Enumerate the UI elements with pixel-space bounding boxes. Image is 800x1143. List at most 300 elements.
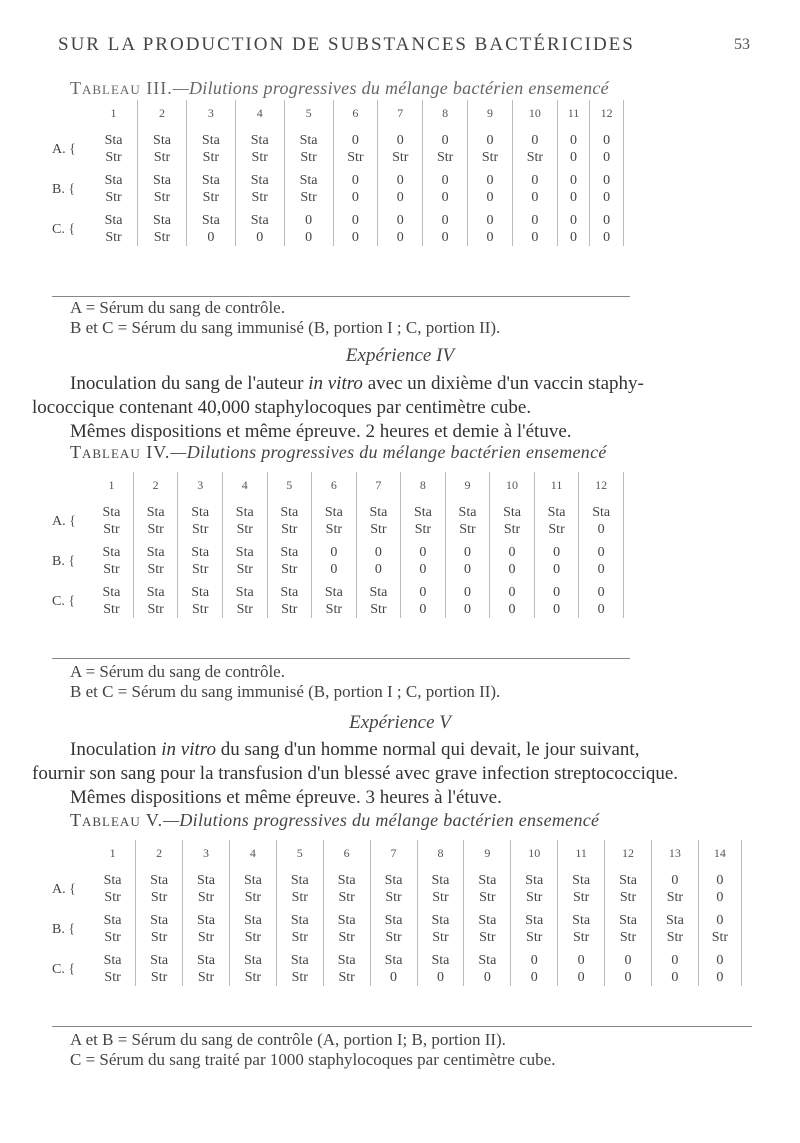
exp4-line2: lococcique contenant 40,000 staphylocoques par centimètre cube. (32, 397, 532, 418)
table-row (52, 578, 624, 601)
table-cell: 0 (534, 561, 579, 578)
table-cell: Sta (186, 126, 235, 149)
table-cell: 0 (378, 189, 423, 206)
table-cell: 0 (590, 206, 624, 229)
table-cell: Sta (605, 906, 652, 929)
table-cell: Sta (186, 206, 235, 229)
table-cell: 0 (423, 126, 468, 149)
table-cell: Str (312, 521, 357, 538)
table5-group-label (52, 906, 90, 946)
table-cell: Str (138, 149, 187, 166)
table-cell: 0 (333, 166, 378, 189)
table-cell: Str (558, 889, 605, 906)
table3-col-header: 7 (378, 100, 423, 126)
table-cell: 0 (605, 969, 652, 986)
table-cell: 0 (468, 166, 513, 189)
table-cell: Str (267, 521, 312, 538)
brace-icon: { (64, 961, 76, 977)
exp5-line3: Mêmes dispositions et même épreuve. 3 heures à l'étuve. (70, 787, 502, 808)
table-cell: Sta (136, 946, 183, 969)
table-cell: Sta (579, 498, 624, 521)
table-cell: 0 (186, 229, 235, 246)
table3-col-header: 3 (186, 100, 235, 126)
table-row (52, 561, 624, 578)
table4-col-header: 4 (222, 472, 267, 498)
table-cell: Sta (133, 578, 178, 601)
table-cell: Sta (323, 866, 370, 889)
table-cell: Sta (133, 498, 178, 521)
table4-col-header: 10 (490, 472, 535, 498)
table-cell: 0 (401, 578, 446, 601)
table-cell: Sta (183, 906, 230, 929)
table-cell: Sta (229, 946, 276, 969)
exp5-line1-a: Inoculation (70, 739, 162, 760)
table-cell: Str (133, 521, 178, 538)
table-cell: Sta (235, 206, 284, 229)
table-cell: 0 (590, 189, 624, 206)
table-cell: Str (183, 969, 230, 986)
table-row (52, 906, 742, 929)
table-cell: Str (178, 521, 223, 538)
table3-col-header: 1 (90, 100, 138, 126)
table-cell: Sta (90, 578, 133, 601)
table5-group-label (52, 866, 90, 906)
table3-caption-lead: Tableau III. (70, 78, 173, 98)
table3-caption-text: —Dilutions progressives du mélange bactérien ensemencé (172, 78, 609, 98)
table-cell: 0 (590, 166, 624, 189)
table-cell: Str (267, 601, 312, 618)
table4-caption-text: —Dilutions progressives du mélange bactérien ensemencé (170, 442, 607, 462)
table4-caption (70, 442, 607, 463)
table-cell: Str (284, 189, 333, 206)
table-cell: Str (512, 149, 557, 166)
table4-group-label (52, 578, 90, 618)
table4-col-header: 3 (178, 472, 223, 498)
table-cell: 0 (590, 229, 624, 246)
table5-col-header: 11 (558, 840, 605, 866)
table-cell: Sta (276, 906, 323, 929)
table-cell: 0 (401, 538, 446, 561)
table-cell: Str (605, 929, 652, 946)
table-row (52, 206, 624, 229)
table-cell: 0 (312, 538, 357, 561)
table-cell: Str (267, 561, 312, 578)
table-cell: Str (312, 601, 357, 618)
table-cell: Str (276, 969, 323, 986)
table-cell: 0 (512, 206, 557, 229)
table4-group-label (52, 538, 90, 578)
table-cell: 0 (651, 969, 698, 986)
table4-note-2: B et C = Sérum du sang immunisé (B, portion I ; C, portion II). (70, 682, 501, 701)
table-row (52, 889, 742, 906)
table-cell: Str (222, 601, 267, 618)
table-cell: 0 (284, 206, 333, 229)
table5 (52, 840, 742, 986)
table-cell: 0 (468, 229, 513, 246)
table-cell: Sta (267, 538, 312, 561)
table-cell: Sta (90, 866, 136, 889)
table4-col-header: 6 (312, 472, 357, 498)
table5-col-header: 6 (323, 840, 370, 866)
table5-col-header: 1 (90, 840, 136, 866)
table-cell: 0 (490, 561, 535, 578)
table5-caption-lead: Tableau V. (70, 810, 164, 830)
table-cell: 0 (356, 538, 401, 561)
table3-col-header: 5 (284, 100, 333, 126)
table-cell: Str (90, 521, 133, 538)
table-cell: 0 (423, 229, 468, 246)
table-cell: 0 (534, 601, 579, 618)
table3-col-header: 10 (512, 100, 557, 126)
table4-col-header: 5 (267, 472, 312, 498)
table-cell: Sta (417, 946, 464, 969)
table-cell: Str (136, 929, 183, 946)
table-cell: Str (138, 189, 187, 206)
table-cell: Str (222, 561, 267, 578)
table-cell: Str (417, 889, 464, 906)
table3-col-header: 2 (138, 100, 187, 126)
table-cell: Str (183, 929, 230, 946)
table-cell: Str (90, 229, 138, 246)
table-cell: 0 (468, 206, 513, 229)
table-cell: 0 (378, 126, 423, 149)
exp4-line3: Mêmes dispositions et même épreuve. 2 heures et demie à l'étuve. (70, 421, 572, 442)
table-cell: Sta (651, 906, 698, 929)
table-cell: Sta (178, 498, 223, 521)
table-cell: Sta (370, 866, 417, 889)
table-cell: 0 (378, 229, 423, 246)
table-cell: Sta (370, 906, 417, 929)
table4-note-1: A = Sérum du sang de contrôle. (70, 662, 285, 681)
table-cell: 0 (512, 189, 557, 206)
table-cell: Sta (534, 498, 579, 521)
table-cell: 0 (468, 126, 513, 149)
table-cell: Str (464, 889, 511, 906)
table-cell: Str (378, 149, 423, 166)
table-cell: Sta (464, 946, 511, 969)
table-cell: Sta (90, 538, 133, 561)
table5-bottom-rule (52, 1026, 752, 1027)
table-cell: Sta (178, 538, 223, 561)
table-cell: Sta (356, 498, 401, 521)
table3-group-label-text: C. (52, 221, 65, 237)
table4-col-header: 1 (90, 472, 133, 498)
table-cell: Sta (235, 166, 284, 189)
table-cell: 0 (698, 969, 741, 986)
table-cell: Str (417, 929, 464, 946)
table-cell: Str (423, 149, 468, 166)
table-cell: Sta (136, 906, 183, 929)
table3 (52, 100, 624, 246)
table-cell: Sta (138, 166, 187, 189)
table-cell: Str (186, 189, 235, 206)
exp4-paragraph (32, 372, 772, 444)
table-cell: 0 (557, 189, 589, 206)
brace-icon: { (64, 593, 76, 609)
table-cell: Str (138, 229, 187, 246)
table-cell: Str (90, 889, 136, 906)
table3-col-header: 12 (590, 100, 624, 126)
table-cell: 0 (579, 578, 624, 601)
table-cell: Sta (183, 946, 230, 969)
brace-icon: { (64, 921, 76, 937)
table-cell: Str (90, 189, 138, 206)
table-cell: Sta (417, 906, 464, 929)
table5-header-blank (52, 840, 90, 866)
table4-col-header: 8 (401, 472, 446, 498)
table4-col-header: 11 (534, 472, 579, 498)
table5-col-header: 2 (136, 840, 183, 866)
table-cell: Str (445, 521, 490, 538)
table-cell: Str (511, 889, 558, 906)
table4-group-label (52, 498, 90, 538)
exp5-line1-b: du sang d'un homme normal qui devait, le jour suivant, (216, 739, 640, 760)
table5-col-header: 12 (605, 840, 652, 866)
table-cell: Sta (138, 206, 187, 229)
table-cell: 0 (557, 206, 589, 229)
brace-icon: { (64, 181, 76, 197)
table5-group-label-text: A. (52, 881, 66, 897)
table-cell: Str (490, 521, 535, 538)
table4-col-header: 9 (445, 472, 490, 498)
table-cell: Sta (558, 866, 605, 889)
table-cell: 0 (512, 126, 557, 149)
table4-group-label-text: B. (52, 553, 65, 569)
table-cell: Str (356, 521, 401, 538)
table-cell: Sta (222, 538, 267, 561)
exp5-line1-italic: in vitro (161, 739, 216, 760)
table-cell: Sta (229, 866, 276, 889)
table-row (52, 166, 624, 189)
table-cell: 0 (490, 538, 535, 561)
table-row (52, 866, 742, 889)
table-cell: Sta (235, 126, 284, 149)
table-cell: 0 (378, 166, 423, 189)
table5-group-label-text: C. (52, 961, 65, 977)
table-cell: Str (534, 521, 579, 538)
table-cell: 0 (333, 206, 378, 229)
table4-col-header: 2 (133, 472, 178, 498)
table-cell: Sta (417, 866, 464, 889)
table-cell: Sta (178, 578, 223, 601)
exp5-heading: Expérience V (349, 712, 451, 733)
exp5-paragraph (32, 738, 772, 810)
table-cell: 0 (445, 601, 490, 618)
table-cell: 0 (378, 206, 423, 229)
table-cell: Sta (90, 946, 136, 969)
table3-group-label-text: A. (52, 141, 66, 157)
table-cell: 0 (558, 946, 605, 969)
table-cell: Sta (138, 126, 187, 149)
table-cell: Sta (186, 166, 235, 189)
table-cell: 0 (333, 189, 378, 206)
exp4-heading: Expérience IV (345, 345, 455, 366)
table-cell: 0 (557, 126, 589, 149)
table3-col-header: 9 (468, 100, 513, 126)
table-cell: Str (468, 149, 513, 166)
brace-icon: { (65, 141, 76, 157)
table-cell: 0 (651, 946, 698, 969)
table-cell: 0 (579, 538, 624, 561)
table-cell: Sta (605, 866, 652, 889)
table-cell: 0 (401, 561, 446, 578)
table-cell: Sta (445, 498, 490, 521)
table-cell: 0 (557, 229, 589, 246)
table4 (52, 472, 624, 618)
table5-caption-text: —Dilutions progressives du mélange bactérien ensemencé (163, 810, 600, 830)
table3-group-label-text: B. (52, 181, 65, 197)
table-cell: Str (229, 889, 276, 906)
table-row (52, 521, 624, 538)
table-cell: Sta (511, 906, 558, 929)
table-cell: 0 (557, 166, 589, 189)
table-cell: 0 (468, 189, 513, 206)
table-cell: Str (323, 929, 370, 946)
table-cell: Str (90, 149, 138, 166)
table-row (52, 946, 742, 969)
table-cell: Str (558, 929, 605, 946)
table-cell: 0 (312, 561, 357, 578)
table-cell: Sta (136, 866, 183, 889)
brace-icon: { (65, 513, 76, 529)
table-cell: 0 (511, 969, 558, 986)
table-cell: 0 (333, 229, 378, 246)
table-cell: Sta (90, 498, 133, 521)
table5-col-header: 13 (651, 840, 698, 866)
table-cell: 0 (423, 189, 468, 206)
table-cell: 0 (370, 969, 417, 986)
table-cell: Sta (511, 866, 558, 889)
table-cell: Str (605, 889, 652, 906)
table-cell: 0 (579, 561, 624, 578)
table-row (52, 601, 624, 618)
table-cell: Str (370, 929, 417, 946)
table-cell: Sta (222, 498, 267, 521)
table-cell: Sta (464, 906, 511, 929)
table-cell: Sta (323, 946, 370, 969)
table-cell: Str (276, 889, 323, 906)
table-cell: 0 (284, 229, 333, 246)
table-cell: 0 (464, 969, 511, 986)
table-cell: Str (356, 601, 401, 618)
table-cell: Str (333, 149, 378, 166)
table3-group-label (52, 126, 90, 166)
exp5-line2: fournir son sang pour la transfusion d'un blessé avec grave infection streptococcique. (32, 763, 679, 784)
table-cell: Sta (312, 498, 357, 521)
table-cell: 0 (534, 538, 579, 561)
table4-header-row (52, 472, 624, 498)
table-row (52, 929, 742, 946)
table-cell: 0 (557, 149, 589, 166)
table5-col-header: 4 (229, 840, 276, 866)
table4-header-blank (52, 472, 90, 498)
table-cell: Str (401, 521, 446, 538)
table-cell: Sta (370, 946, 417, 969)
table3-col-header: 6 (333, 100, 378, 126)
brace-icon: { (64, 221, 76, 237)
table-cell: 0 (590, 126, 624, 149)
table-cell: 0 (651, 866, 698, 889)
table-cell: Str (276, 929, 323, 946)
table3-group-label (52, 166, 90, 206)
table3-note-2: B et C = Sérum du sang immunisé (B, portion I ; C, portion II). (70, 318, 501, 337)
exp4-line1-b: avec un dixième d'un vaccin staphy- (362, 373, 644, 394)
table-cell: 0 (445, 578, 490, 601)
table5-col-header: 3 (183, 840, 230, 866)
table-cell: Str (136, 889, 183, 906)
table4-col-header: 12 (579, 472, 624, 498)
table-cell: 0 (579, 601, 624, 618)
table-cell: 0 (512, 166, 557, 189)
table4-group-label-text: A. (52, 513, 66, 529)
table3-group-label (52, 206, 90, 246)
table5-caption (70, 810, 599, 831)
table-cell: Str (90, 969, 136, 986)
table5-col-header: 9 (464, 840, 511, 866)
table-row (52, 189, 624, 206)
table-cell: Sta (558, 906, 605, 929)
table5-col-header: 8 (417, 840, 464, 866)
table-cell: 0 (579, 521, 624, 538)
table3-col-header: 4 (235, 100, 284, 126)
table-cell: Sta (267, 498, 312, 521)
table-cell: 0 (401, 601, 446, 618)
table-row (52, 149, 624, 166)
table-cell: Sta (464, 866, 511, 889)
table-cell: 0 (445, 561, 490, 578)
table3-header-blank (52, 100, 90, 126)
table-cell: 0 (356, 561, 401, 578)
table3-caption (70, 78, 609, 99)
table-cell: Str (133, 601, 178, 618)
table-cell: Sta (229, 906, 276, 929)
table-cell: 0 (423, 166, 468, 189)
table-cell: 0 (698, 889, 741, 906)
table5-note-1: A et B = Sérum du sang de contrôle (A, portion I; B, portion II). (70, 1030, 506, 1049)
table-cell: Str (323, 969, 370, 986)
table-cell: 0 (235, 229, 284, 246)
brace-icon: { (65, 881, 76, 897)
table4-col-header: 7 (356, 472, 401, 498)
table5-note-2: C = Sérum du sang traité par 1000 staphylocoques par centimètre cube. (70, 1050, 556, 1069)
table-cell: Str (186, 149, 235, 166)
table-cell: Str (90, 929, 136, 946)
table-cell: 0 (698, 946, 741, 969)
table-cell: Str (511, 929, 558, 946)
table-cell: Str (698, 929, 741, 946)
table-cell: Sta (276, 946, 323, 969)
table5-group-label-text: B. (52, 921, 65, 937)
table4-group-label-text: C. (52, 593, 65, 609)
table-cell: 0 (490, 601, 535, 618)
table-cell: Str (229, 969, 276, 986)
table-cell: Sta (90, 126, 138, 149)
table-cell: 0 (605, 946, 652, 969)
table5-header-row (52, 840, 742, 866)
table3-bottom-rule (52, 296, 630, 297)
table-cell: 0 (512, 229, 557, 246)
table3-col-header: 11 (557, 100, 589, 126)
table-row (52, 126, 624, 149)
table-cell: Sta (90, 206, 138, 229)
table-cell: Str (136, 969, 183, 986)
table3-col-header: 8 (423, 100, 468, 126)
table-cell: Str (178, 561, 223, 578)
table-cell: Str (183, 889, 230, 906)
table-cell: Str (370, 889, 417, 906)
table-cell: Sta (284, 126, 333, 149)
table-cell: 0 (558, 969, 605, 986)
